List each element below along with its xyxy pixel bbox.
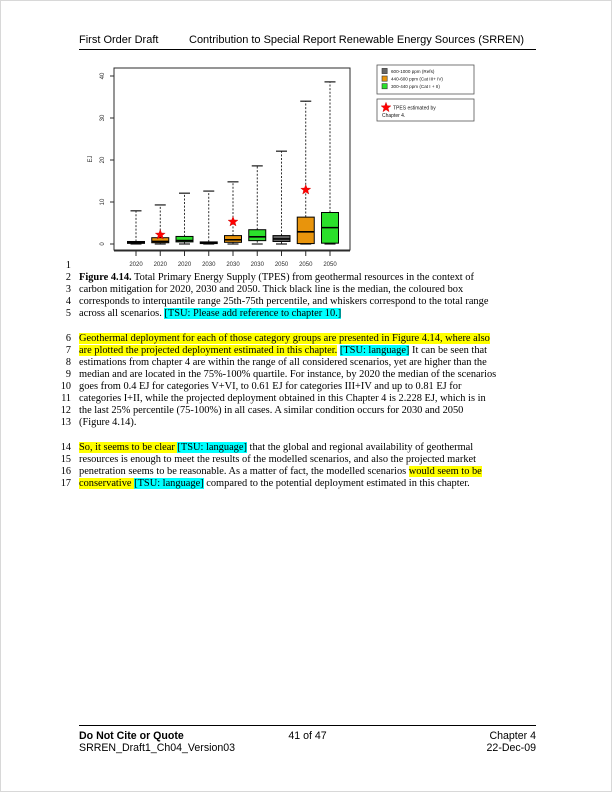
highlighted-text-run: [TSU: language]: [339, 345, 410, 356]
line-number: 8: [65, 357, 71, 368]
body-paragraph-1-line: [79, 417, 541, 429]
legend-note-line: Chapter 4.: [382, 113, 406, 119]
line-number: 7: [65, 345, 71, 356]
figure-caption-line: [79, 284, 541, 296]
body-paragraph-1-line: [79, 369, 541, 381]
text-run: resources is enough to meet the results of the modelled scenarios, and also the projected market: [79, 454, 477, 465]
y-axis-label: EJ: [88, 155, 94, 163]
header-draft-status: First Order Draft: [79, 34, 159, 46]
line-number: 16: [60, 466, 71, 477]
text-run: the last 25% percentile (75-100%) in all cases. A similar condition occurs for 2030 and 2050: [79, 405, 464, 416]
x-axis-tick-label: 2050: [299, 262, 313, 268]
footer-page-number: 41 of 47: [288, 730, 327, 742]
highlighted-text-run: [TSU: Please add reference to chapter 10.]: [164, 308, 342, 319]
legend-note-line: TPES estimated by: [393, 105, 436, 112]
text-run: compared to the potential deployment estimated in this chapter.: [203, 478, 470, 489]
text-run: estimations from chapter 4 are within the range of all considered scenarios, yet are higher than the: [79, 357, 487, 368]
box-iqr: [297, 217, 314, 243]
highlighted-text-run: [TSU: language]: [177, 442, 247, 453]
line-number: 4: [65, 296, 71, 307]
x-axis-tick-label: 2030: [202, 262, 216, 268]
footer-date: 22-Dec-09: [486, 742, 536, 754]
text-run: carbon mitigation for 2020, 2030 and 2050. Thick black line is the median, the coloured box: [79, 284, 464, 295]
text-run: median and are located in the 75%-100% quartile. For instance, by 2020 the median of the scenarios: [79, 369, 497, 380]
y-axis-tick-label: 10: [100, 198, 106, 206]
box-iqr: [249, 230, 266, 241]
text-run: Figure 4.14.: [79, 272, 132, 283]
y-axis-tick-label: 40: [100, 72, 106, 80]
footer-do-not-cite: Do Not Cite or Quote: [79, 730, 184, 742]
line-number: 13: [60, 417, 71, 428]
highlighted-text-run: are plotted the projected deployment estimated in this chapter.: [79, 345, 338, 356]
legend-swatch: [382, 76, 387, 81]
body-paragraph-1-line: [79, 333, 541, 345]
line-number: 6: [65, 333, 71, 344]
body-paragraph-1-line: [79, 345, 541, 357]
text-run: (Figure 4.14).: [79, 417, 137, 428]
line-number: 1: [65, 260, 71, 271]
legend-swatch: [382, 84, 387, 89]
text-run: goes from 0.4 EJ for categories V+VI, to 0.61 EJ for categories III+IV and up to 0.81 EJ for: [79, 381, 462, 392]
highlighted-text-run: So, it seems to be clear: [79, 442, 178, 453]
legend-swatch: [382, 68, 387, 73]
legend-entry-label: 440-600 ppm (Cat III+ IV): [391, 76, 443, 82]
header-rule: [79, 49, 536, 50]
figure-4-14-boxplot-chart: [83, 56, 478, 276]
line-number: 5: [65, 308, 71, 319]
text-run: corresponds to interquantile range 25th-75th percentile, and whiskers correspond to the total range: [79, 296, 489, 307]
figure-caption-line: [79, 308, 541, 320]
body-paragraph-2-line: [79, 478, 541, 490]
body-paragraph-2-line: [79, 466, 541, 478]
y-axis-tick-label: 20: [100, 156, 106, 164]
figure-caption-line: [79, 296, 541, 308]
body-paragraph-2-line: [79, 454, 541, 466]
x-axis-tick-label: 2050: [323, 262, 337, 268]
box-iqr: [225, 236, 242, 243]
text-run: penetration seems to be reasonable. As a matter of fact, the modelled scenarios: [79, 466, 409, 477]
boxplot-svg: [83, 56, 478, 276]
y-axis-tick-label: 0: [100, 242, 106, 246]
text-run: It can be seen that: [409, 345, 488, 356]
line-number: 17: [60, 478, 71, 489]
highlighted-text-run: Geothermal deployment for each of those category groups are presented in Figure 4.14, where also: [79, 333, 490, 344]
text-run: across all scenarios.: [79, 308, 165, 319]
x-axis-tick-label: 2030: [250, 262, 264, 268]
legend-entry-label: 300-440 ppm (Cat I + II): [391, 84, 440, 89]
line-number: 2: [65, 272, 71, 283]
x-axis-tick-label: 2030: [226, 262, 240, 268]
header-report-title: Contribution to Special Report Renewable Energy Sources (SRREN): [189, 34, 525, 46]
text-run: Total Primary Energy Supply (TPES) from geothermal resources in the context of: [131, 272, 474, 283]
body-paragraph-1-line: [79, 357, 541, 369]
figure-caption-line: [79, 272, 541, 284]
footer-filename: SRREN_Draft1_Ch04_Version03: [79, 742, 236, 754]
tpes-star-marker: [301, 185, 311, 194]
line-number: 15: [60, 454, 71, 465]
y-axis-tick-label: 30: [100, 114, 106, 122]
body-paragraph-2-line: [79, 442, 541, 454]
footer-chapter: Chapter 4: [489, 730, 536, 742]
text-run: that the global and regional availability of geothermal: [246, 442, 474, 453]
x-axis-tick-label: 2020: [153, 262, 167, 268]
line-number: 9: [65, 369, 71, 380]
x-axis-tick-label: 2020: [177, 262, 192, 268]
line-number: 10: [60, 381, 71, 392]
highlighted-text-run: would seem to be: [408, 466, 482, 477]
highlighted-text-run: conservative: [79, 478, 135, 489]
body-paragraph-1-line: [79, 405, 541, 417]
footer-rule: [79, 725, 536, 726]
highlighted-text-run: [TSU: language]: [134, 478, 204, 489]
text-run: categories I+II, while the projected deployment obtained in this Chapter 4 is 2.228 EJ, which is in: [79, 393, 486, 404]
x-axis-tick-label: 2050: [274, 262, 289, 268]
line-number: 3: [65, 284, 71, 295]
line-number: 12: [60, 405, 71, 416]
x-axis-tick-label: 2020: [129, 262, 143, 268]
body-paragraph-1-line: [79, 381, 541, 393]
body-paragraph-1-line: [79, 393, 541, 405]
line-number: 11: [61, 393, 71, 404]
line-number: 14: [60, 442, 71, 453]
legend-entry-label: 600-1000 ppm (Refs): [391, 68, 435, 74]
